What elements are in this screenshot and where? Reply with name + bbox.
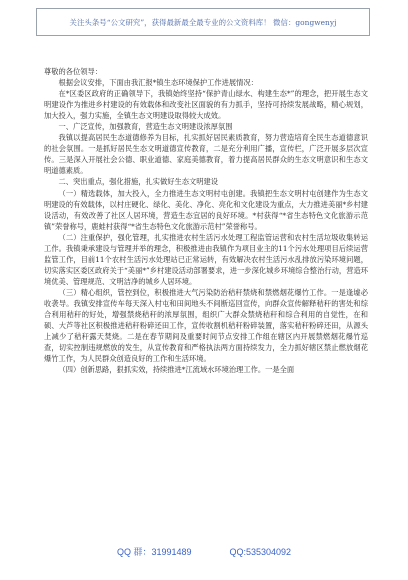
section-heading-1: 一、广泛宣传，加强教育，营造生态文明建设浓厚氛围 [58, 122, 233, 132]
promo-banner-text: 关注头条号“公文研究”，获得最新最全最专业的公文资料库！ 微信：gongwenyj [69, 17, 337, 27]
promo-banner [36, 8, 370, 36]
report-body [44, 66, 368, 375]
subsection-4-paragraph: （四）创新思路，狠抓实效，持续推进*江流域水环境治理工作。一是全面 [58, 365, 295, 375]
subsection-3-paragraph: （三）精心组织，管控到位，积极推进大气污染防治秸秆禁烧和禁燃烟花爆竹工作。一是逢墟必收袭导。我镇安排宣传车每天深入村屯和田间地头不间断巡回宣传，向群众宣传解释秸秆的害处和综合利用秸秆的好处，增强禁烧秸秆的浓厚氛围，组织广大群众禁烧秸秆和综合利用的自觉性，在和硕、大芦等社区积极推进秸秆粉碎还田工作，宣传收割机秸秆粉碎装置，落实秸秆粉碎还田，从源头上减少了秸秆露天焚烧。二是在春节期间及重要时间节点安排工作组在辖区内开展禁燃烟花爆竹巡查，切实控制违规燃放的发生，从宣传教育和严格执法两方面持续发力，全力抓好辖区禁止燃放烟花爆竹工作，为人民群众创造良好的工作和生活环境。 [44, 287, 368, 364]
qq-number: QQ:535304092 [229, 547, 292, 557]
section-1-paragraph: 我镇以提高居民生态道德修养为目标，扎实抓好居民素质教育，努力营造培育全民生态道德意识的社会氛围。一是抓好居民生态文明道德宣传教育，二是充分利用广播，宣传栏，广泛开展多层次宣传。三是深入开展社会公德、职业道德、家庭美德教育，着力提高居民群众的生态文明意识和生态文明道德素质。 [44, 133, 368, 176]
subsection-1-paragraph: （一）精选载体，加大投入，全力推进生态文明村屯创建。我镇把生态文明村屯创建作为生态文明建设的有效载体，以村庄硬化、绿化、美化、净化、亮化和文化建设为重点，大力推进美丽*乡村建设活动，有效改善了社区人居环境，营造生态宜居的良好环境。*村获得“*省生态特色文化旅游示范镇”荣誉称号，鹿蛙村获得“*省生态特色文化旅游示范村”荣誉称号。 [44, 188, 368, 231]
section-heading-2: 二、突出重点，强化措施，扎实做好生态文明建设 [58, 177, 219, 187]
qq-group-number: QQ 群：31991489 [116, 547, 192, 557]
salutation: 尊敬的各位领导： [44, 67, 103, 76]
intro-paragraph: 根据会议安排，下面由我汇报*镇生态环境保护工作进展情况： [58, 78, 258, 88]
contact-footer [0, 545, 408, 558]
overview-paragraph: 在*区委区政府的正确领导下，我镇始终坚持“保护青山绿水、构建生态*”的理念，把开展生态文明建设作为推进乡村建设的有效载体和改变社区面貌的有力抓手，坚持可持续发展战略，精心规划，加大投入，强力实施，全镇生态文明建设取得较大成效。 [44, 89, 368, 121]
subsection-2-paragraph: （二）注重保护，强化管理，扎实推进农村生活污水处理工程监管运营和农村生活垃圾收集转运工作。我镇秉承建设与管理并举的理念，积极推进由我镇作为项目业主的11个污水处理项目后续运营监管工作，目前11个农村生活污水处理站已正常运转，有效解决农村生活污水乱排放污染环境问题，切实落实区委区政府关于“美丽*”乡村建设活动部署要求，进一步深化城乡环境综合整治行动，营造环境优美、管理规范、文明洁净的城乡人居环境。 [44, 232, 368, 286]
